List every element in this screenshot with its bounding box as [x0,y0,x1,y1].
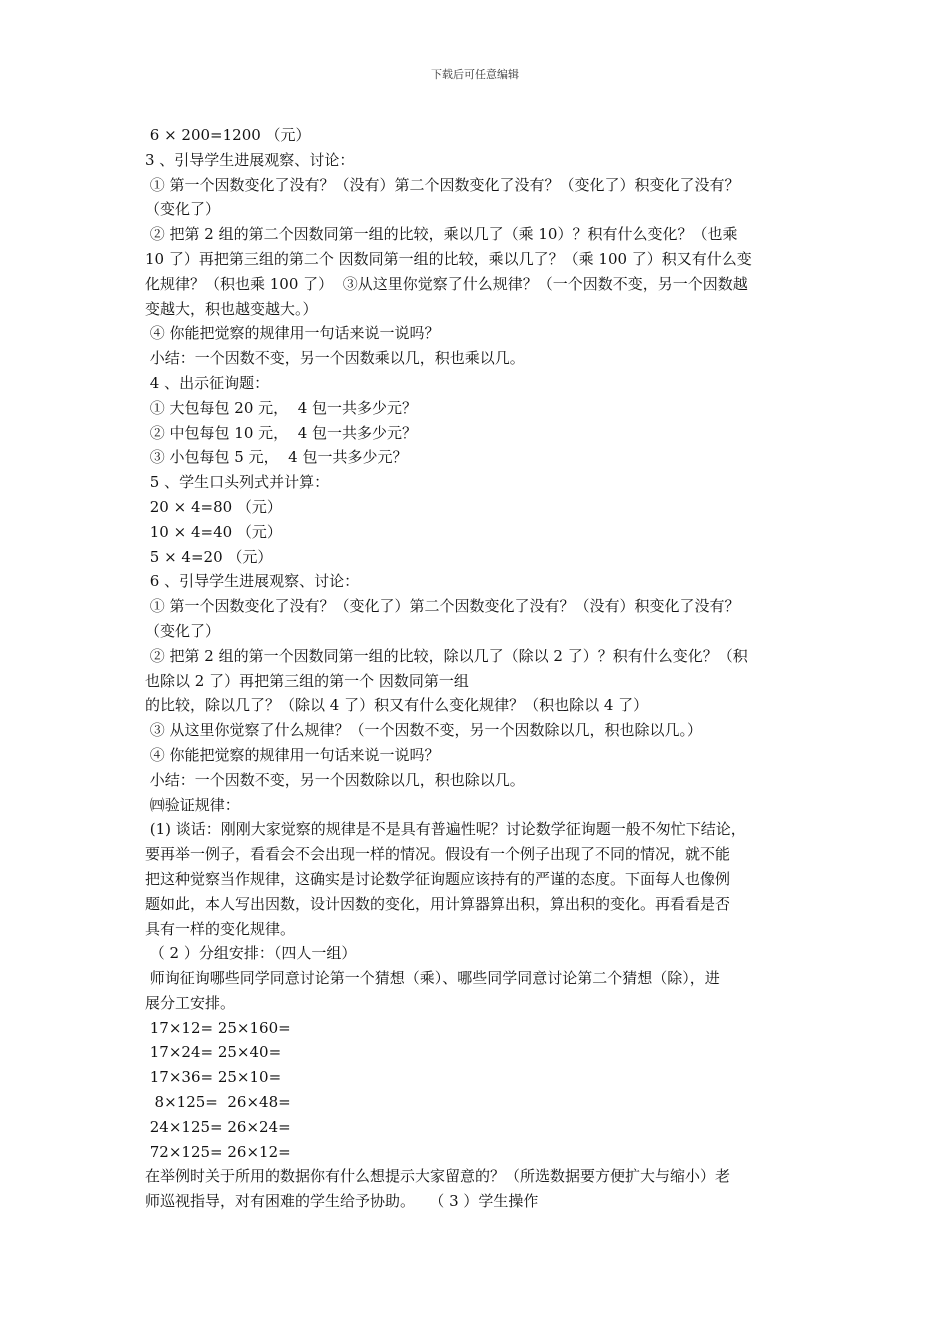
text-line: 8×125= 26×48= [145,1093,291,1112]
page-header: 下载后可任意编辑 [431,68,519,81]
text-line: 24×125= 26×24= [145,1117,291,1136]
text-line: 把这种觉察当作规律，这确实是讨论数学征询题应该持有的严谨的态度。下面每人也像例 [145,869,731,888]
text-line: 展分工安排。 [145,993,236,1012]
text-line: ② 中包每包 10 元， 4 包一共多少元？ [145,423,418,442]
text-line: ① 第一个因数变化了没有？（变化了）第二个因数变化了没有？（没有）积变化了没有？ [145,597,740,616]
text-line: 在举例时关于所用的数据你有什么想提示大家留意的？（所选数据要方便扩大与缩小）老 [145,1167,731,1186]
text-line: 师巡视指导，对有困难的学生给予协助。 （ 3 ）学生操作 [145,1192,539,1211]
text-line: ② 把第 2 组的第二个因数同第一组的比较，乘以几了（乘 10）？积有什么变化？（也乘 [145,225,738,244]
document-body [145,123,817,1214]
text-line: 3 、引导学生进展观察、讨论： [145,150,355,169]
text-line: (1) 谈话：刚刚大家觉察的规律是不是具有普遍性呢？讨论数学征询题一般不匆忙下结论， [145,820,746,839]
text-line: 6 × 200=1200 （元） [145,126,311,144]
text-line: 17×24= 25×40= [145,1043,282,1062]
text-line: ④ 你能把觉察的规律用一句话来说一说吗？ [145,324,440,343]
text-line: ㈣验证规律： [145,795,240,814]
text-line: 题如此，本人写出因数，设计因数的变化，用计算器算出积，算出积的变化。再看看是否 [145,894,731,913]
text-line: 72×125= 26×12= [145,1142,291,1161]
text-line: 20 × 4=80 （元） [145,497,282,516]
text-line: 小结：一个因数不变，另一个因数乘以几，积也乘以几。 [145,349,525,368]
text-line: 变越大，积也越变越大。） [145,299,318,318]
text-line: 10 × 4=40 （元） [145,522,282,541]
text-line: ③ 小包每包 5 元， 4 包一共多少元？ [145,448,408,467]
text-line: 化规律？（积也乘 100 了） ③从这里你觉察了什么规律？（一个因数不变，另一个因数越 [145,274,748,293]
text-line: 5 、学生口头列式并计算： [145,473,330,492]
text-line: 10 了）再把第三组的第二个 因数同第一组的比较，乘以几了？（乘 100 了）积又有什么变 [145,249,752,268]
text-line: 小结：一个因数不变，另一个因数除以几，积也除以几。 [145,770,525,789]
text-line: 6 、引导学生进展观察、讨论： [145,572,360,591]
text-line: （变化了） [145,621,221,640]
text-line: ① 大包每包 20 元， 4 包一共多少元？ [145,398,418,417]
text-line: ② 把第 2 组的第一个因数同第一组的比较，除以几了（除以 2 了）？积有什么变化？（积 [145,646,748,665]
text-line: 要再举一例子，看看会不会出现一样的情况。假设有一个例子出现了不同的情况，就不能 [145,845,731,864]
text-line: （ 2 ）分组安排：（四人一组） [145,944,357,963]
text-line: 师询征询哪些同学同意讨论第一个猜想（乘）、哪些同学同意讨论第二个猜想（除），进 [145,969,720,988]
text-line: 具有一样的变化规律。 [145,919,296,938]
text-line: 17×12= 25×160= [145,1018,291,1037]
text-line: 4 、出示征询题： [145,373,270,392]
text-line: 5 × 4=20 （元） [145,547,273,566]
text-line: 也除以 2 了）再把第三组的第一个 因数同第一组 [145,671,469,690]
text-line: （变化了） [145,200,221,219]
text-line: ① 第一个因数变化了没有？（没有）第二个因数变化了没有？（变化了）积变化了没有？ [145,175,740,194]
text-line: 17×36= 25×10= [145,1068,282,1087]
text-line: ③ 从这里你觉察了什么规律？（一个因数不变，另一个因数除以几，积也除以几。） [145,721,703,740]
text-line: ④ 你能把觉察的规律用一句话来说一说吗？ [145,745,440,764]
text-line: 的比较，除以几了？（除以 4 了）积又有什么变化规律？（积也除以 4 了） [145,696,649,715]
